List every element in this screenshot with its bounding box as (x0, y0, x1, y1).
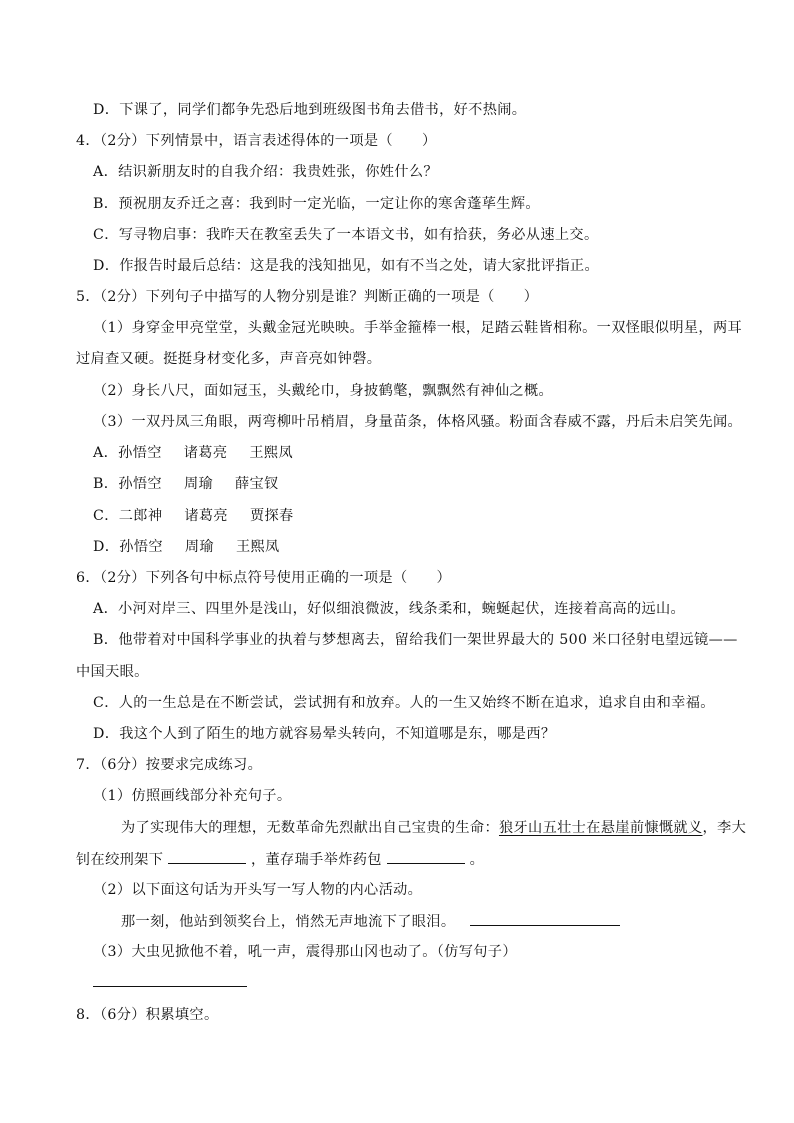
q6-option-a: A．小河对岸三、四里外是浅山，好似细浪微波，线条柔和，蜿蜒起伏，连接着高高的远山。 (93, 601, 686, 617)
q4-option-d: D．作报告时最后总结：这是我的浅知拙见，如有不当之处，请大家批评指正。 (93, 258, 600, 274)
q5-sentence-2: （2）身长八尺，面如冠玉，头戴纶巾，身披鹤氅，飘飘然有神仙之概。 (93, 383, 554, 399)
q7-sub-1: （1）仿照画线部分补充句子。 (93, 788, 292, 804)
q6-option-b-1: B．他带着对中国科学事业的执着与梦想离去，留给我们一架世界最大的 500 米口径射电望远镜—— (93, 632, 738, 648)
q7-answer-blank-4[interactable] (93, 972, 247, 987)
q5d-name-3: 王熙凤 (235, 539, 280, 555)
q7-sub-2: （2）以下面这句话为开头写一写人物的内心活动。 (93, 882, 423, 898)
q6-option-c: C．人的一生总是在不断尝试，尝试拥有和放弃。人的一生又始终不断在追求，追求自由和幸福。 (93, 695, 715, 711)
q7-blank-prefix-2: ，董存瑞手举炸药包 (250, 852, 382, 868)
q5b-name-2: 周瑜 (183, 476, 214, 492)
q5-sentence-1a: （1）身穿金甲亮堂堂，头戴金冠光映映。手举金箍棒一根，足踏云鞋皆相称。一双怪眼似明星，两耳 (93, 320, 743, 336)
q4-stem: 4．（2分）下列情景中，语言表述得体的一项是（ ） (76, 133, 437, 149)
q7-answer-blank-2[interactable] (387, 849, 465, 864)
q5-option-d (93, 537, 280, 557)
q5d-name-2: 周瑜 (184, 539, 214, 555)
q7-sub-1-passage (121, 818, 746, 838)
q7-sub-3: （3）大虫见掀他不着，吼一声，震得那山冈也动了。（仿写句子） (93, 944, 517, 960)
q5c-name-1: C．二郎神 (93, 508, 163, 524)
q7-sub-2-text: 那一刻，他站到领奖台上，悄然无声地流下了眼泪。 (121, 914, 456, 930)
q3-option-d: D．下课了，同学们都争先恐后地到班级图书角去借书，好不热闹。 (93, 102, 527, 118)
q7-sub-1-blanks-line (76, 849, 484, 870)
q7-sub-2-line (121, 911, 620, 932)
q7-stem: 7．（6分）按要求完成练习。 (76, 757, 263, 773)
q5-option-c (93, 506, 294, 526)
q5a-name-2: 诸葛亮 (183, 445, 228, 461)
q7-blank-prefix-1: 钊在绞刑架下 (76, 852, 164, 868)
q7-passage-text-1: 为了实现伟大的理想，无数革命先烈献出自己宝贵的生命： (121, 820, 499, 836)
q7-answer-blank-3[interactable] (470, 911, 620, 926)
q5c-name-2: 诸葛亮 (184, 508, 228, 524)
q5-option-a (93, 443, 293, 463)
q5-option-b (93, 474, 279, 494)
q7-underlined-example: 狼牙山五壮士在悬崖前慷慨就义 (498, 820, 703, 836)
q5a-name-3: 王熙凤 (249, 445, 293, 461)
q7-passage-text-2: ，李大 (702, 820, 747, 836)
q4-option-c: C．写寻物启事：我昨天在教室丢失了一本语文书，如有拾获，务必从速上交。 (93, 227, 599, 243)
q8-stem: 8．（6分）积累填空。 (76, 1007, 219, 1023)
q4-option-b: B．预祝朋友乔迁之喜：我到时一定光临，一定让你的寒舍蓬荜生辉。 (93, 196, 540, 212)
q6-option-b-2: 中国天眼。 (76, 664, 149, 680)
q4-option-a: A．结识新朋友时的自我介绍：我贵姓张，你姓什么？ (93, 164, 438, 180)
q5-sentence-3: （3）一双丹凤三角眼，两弯柳叶吊梢眉，身量苗条，体格风骚。粉面含春威不露，丹后未启笑先闻。 (93, 414, 743, 430)
q7-answer-blank-1[interactable] (168, 849, 246, 864)
q5-sentence-1b: 过肩查又硬。挺挺身材变化多，声音亮如钟磬。 (76, 351, 382, 367)
q7-blank-end: 。 (469, 852, 485, 868)
q5b-name-3: 薛宝钗 (235, 476, 279, 492)
q5b-name-1: B．孙悟空 (93, 476, 162, 492)
q5a-name-1: A．孙悟空 (93, 445, 162, 461)
q6-stem: 6．（2分）下列各句中标点符号使用正确的一项是（ ） (76, 570, 452, 586)
q5d-name-1: D．孙悟空 (93, 539, 163, 555)
q6-option-d: D．我这个人到了陌生的地方就容易晕头转向，不知道哪是东，哪是西？ (93, 726, 556, 742)
q7-sub-3-answer-line (93, 972, 247, 993)
q5c-name-3: 贾探春 (249, 508, 294, 524)
q5-stem: 5．（2分）下列句子中描写的人物分别是谁？判断正确的一项是（ ） (76, 289, 539, 305)
